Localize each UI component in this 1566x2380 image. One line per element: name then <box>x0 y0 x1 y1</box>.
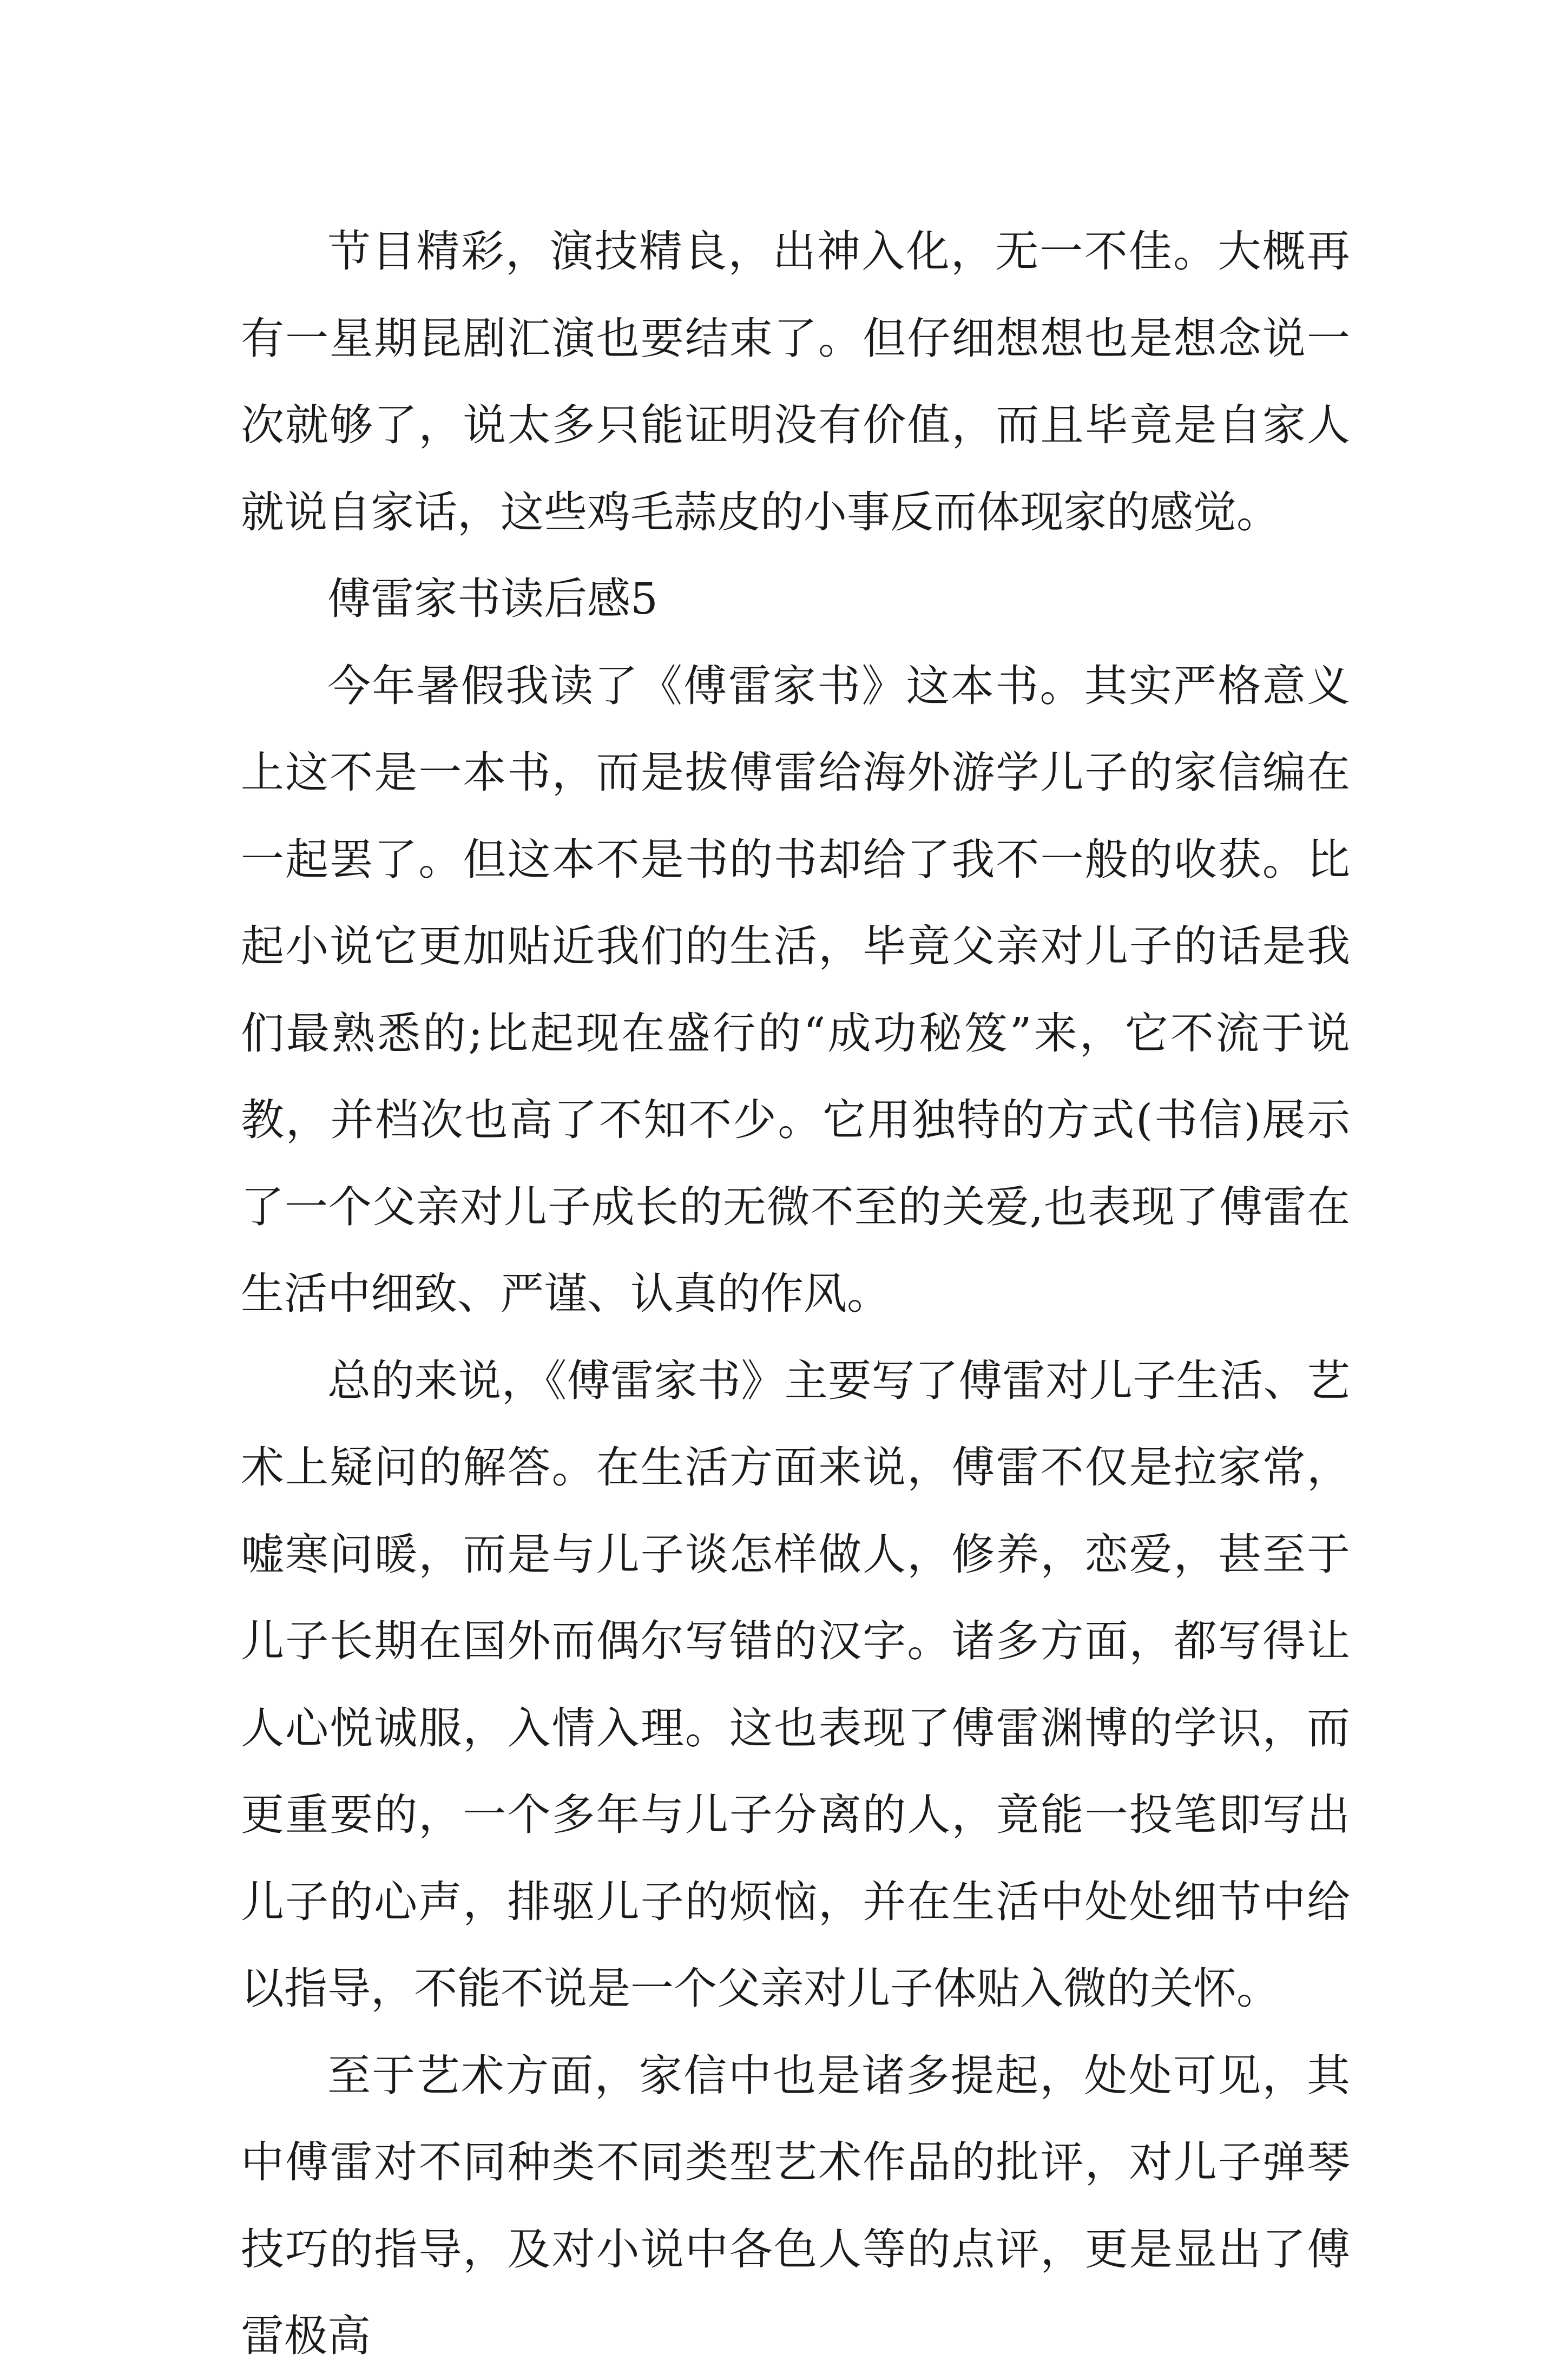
paragraph-2: 今年暑假我读了《傅雷家书》这本书。其实严格意义上这不是一本书，而是拔傅雷给海外游学儿子的家信编在一起罢了。但这本不是书的书却给了我不一般的收获。比起小说它更加贴近我们的生活，毕竟父亲对儿子的话是我们最熟悉的;比起现在盛行的“成功秘笈”来，它不流于说教，并档次也高了不知不少。它用独特的方式(书信)展示了一个父亲对儿子成长的无微不至的关爱,也表现了傅雷在生活中细致、严谨、认真的作风。 <box>241 660 1350 1319</box>
paragraph-1: 节目精彩，演技精良，出神入化，无一不佳。大概再有一星期昆剧汇演也要结束了。但仔细想想也是想念说一次就够了，说太多只能证明没有价值，而且毕竟是自家人就说自家话，这些鸡毛蒜皮的小事反而体现家的感觉。 <box>241 226 1350 537</box>
section-heading: 傅雷家书读后感5 <box>327 574 658 624</box>
paragraph-3: 总的来说，《傅雷家书》主要写了傅雷对儿子生活、艺术上疑问的解答。在生活方面来说，傅雷不仅是拉家常，嘘寒问暖，而是与儿子谈怎样做人，修养，恋爱，甚至于儿子长期在国外而偶尔写错的汉字。诸多方面，都写得让人心悦诚服，入情入理。这也表现了傅雷渊博的学识，而更重要的，一个多年与儿子分离的人，竟能一投笔即写出儿子的心声，排驱儿子的烦恼，并在生活中处处细节中给以指导，不能不说是一个父亲对儿子体贴入微的关怀。 <box>241 1355 1350 2014</box>
document-body <box>241 208 1350 2380</box>
paragraph-4: 至于艺术方面，家信中也是诸多提起，处处可见，其中傅雷对不同种类不同类型艺术作品的批评，对儿子弹琴技巧的指导，及对小说中各色人等的点评，更是显出了傅雷极高 <box>241 2050 1350 2361</box>
